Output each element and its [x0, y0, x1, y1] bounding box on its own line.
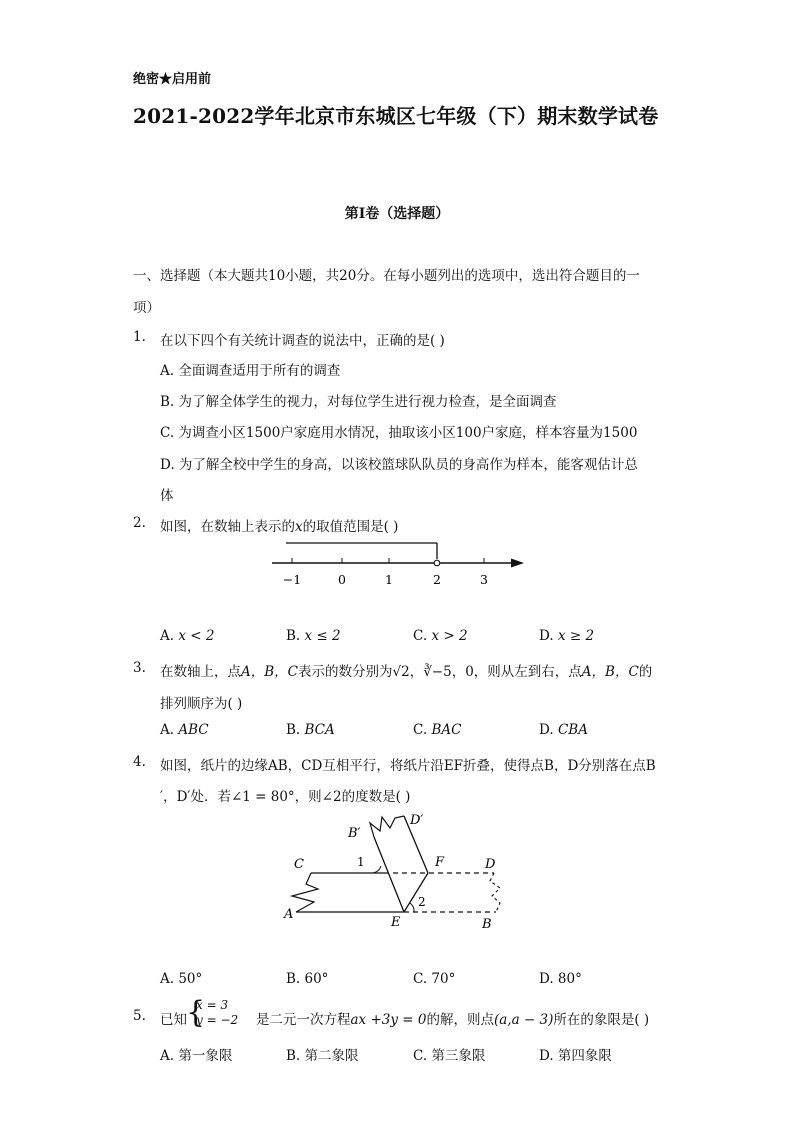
stem-text: 的解，则点 [426, 1012, 494, 1028]
option-letter: A. [160, 628, 175, 644]
option-math: ABC [178, 722, 209, 738]
label-d: D [485, 857, 496, 872]
question-stem [256, 1008, 649, 1028]
question-stem [160, 515, 398, 535]
variable: A，B，C [581, 664, 639, 680]
option-math: BCA [304, 722, 335, 738]
option-d: D. 为了解全校中学生的身高，以该校篮球队队员的身高作为样本，能客观估计总 [160, 457, 638, 473]
option-d: D. 80° [539, 971, 582, 987]
option-a: A. 全面调查适用于所有的调查 [160, 363, 341, 379]
question-number: 2. [133, 515, 146, 531]
label-a: A [284, 907, 294, 922]
stem-text: ，则从左到右，点 [473, 664, 582, 680]
option-math: CBA [557, 722, 588, 738]
axis-label: 1 [385, 572, 393, 587]
question-stem-continued: ′，D′处．若∠1 = 80°，则∠2的度数是( ) [160, 789, 411, 805]
paper-left-zigzag [292, 873, 318, 912]
axis-arrow [511, 559, 524, 568]
equation: ax +3y = 0 [350, 1012, 427, 1028]
option-c: C. 第三象限 [413, 1048, 486, 1064]
option-math: BAC [431, 722, 462, 738]
question-stem: 在以下四个有关统计调查的说法中，正确的是( ) [160, 333, 445, 349]
paper-right-zigzag [490, 873, 500, 912]
axis-label: 2 [433, 572, 441, 587]
label-c: C [294, 857, 304, 872]
option-letter: B. [286, 722, 301, 738]
option-a [160, 628, 214, 644]
angle-2-arc [410, 903, 414, 912]
option-a: A. 第一象限 [160, 1048, 233, 1064]
question-number: 4. [133, 754, 146, 770]
option-b: B. 60° [286, 971, 329, 987]
option-letter: C. [413, 628, 428, 644]
stem-text: 所在的象限是( ) [553, 1012, 650, 1028]
option-letter: D. [539, 722, 554, 738]
system-equation-1: x = 3 [196, 998, 229, 1012]
option-a [160, 722, 209, 738]
option-letter: B. [286, 628, 301, 644]
label-b-prime: B′ [348, 826, 361, 841]
option-b [286, 722, 335, 738]
question-number: 1. [133, 329, 146, 345]
label-f: F [435, 855, 445, 870]
system-brace: { [186, 995, 206, 1030]
volume-heading: 第I卷（选择题） [344, 206, 450, 222]
variable: A，B，C [241, 664, 298, 680]
stem-text: 的 [638, 664, 653, 680]
secret-label: 绝密★启用前 [133, 72, 212, 87]
question-number: 3. [133, 660, 146, 676]
label-b: B [482, 917, 492, 932]
option-b: B. 第二象限 [286, 1048, 359, 1064]
option-math: x < 2 [178, 628, 215, 644]
section-instructions-line1: 一、选择题（本大题共10小题，共20分。在每小题列出的选项中，选出符合题目的一 [133, 268, 640, 284]
label-d-prime: D′ [410, 813, 424, 828]
option-math: x > 2 [431, 628, 468, 644]
folding-figure [278, 804, 528, 936]
angle-1-arc [373, 866, 381, 873]
question-stem-pre: 已知 [160, 1012, 187, 1028]
math-values: √2，∛−5，0 [392, 664, 474, 680]
number-line-figure [262, 536, 532, 592]
option-letter: A. [160, 722, 175, 738]
option-d [539, 628, 594, 644]
variable: x [295, 519, 303, 535]
point: (a,a − 3) [493, 1012, 554, 1028]
flap-zigzag [370, 816, 404, 837]
stem-text: 在数轴上，点 [160, 664, 241, 680]
page-title: 2021-2022学年北京市东城区七年级（下）期末数学试卷 [133, 104, 659, 128]
option-c [413, 628, 468, 644]
stem-text: 是二元一次方程 [256, 1012, 351, 1028]
option-math: x ≤ 2 [304, 628, 341, 644]
axis-label: 3 [480, 572, 488, 587]
option-d-continued: 体 [160, 488, 174, 504]
question-number: 5. [133, 1008, 146, 1024]
flap-edge-eb [374, 837, 404, 912]
option-d: D. 第四象限 [539, 1048, 612, 1064]
question-stem-continued: 排列顺序为( ) [160, 696, 243, 712]
option-b [286, 628, 341, 644]
option-d [539, 722, 588, 738]
system-equation-2: y = −2 [196, 1013, 239, 1027]
axis-label: −1 [282, 572, 302, 587]
option-c: C. 70° [413, 971, 456, 987]
option-letter: D. [539, 628, 554, 644]
option-c [413, 722, 461, 738]
option-math: x ≥ 2 [557, 628, 595, 644]
option-b: B. 为了解全体学生的视力，对每位学生进行视力检查，是全面调查 [160, 394, 557, 410]
option-letter: C. [413, 722, 428, 738]
axis-label: 0 [338, 572, 346, 587]
question-stem [160, 660, 652, 680]
stem-text: 的取值范围是( ) [302, 519, 399, 535]
option-c: C. 为调查小区1500户家庭用水情况，抽取该小区100户家庭，样本容量为1500 [160, 425, 638, 441]
label-angle-2: 2 [418, 895, 426, 909]
stem-text: 表示的数分别为 [298, 664, 393, 680]
section-instructions-line2: 项） [133, 300, 160, 316]
option-a: A. 50° [160, 971, 203, 987]
question-stem: 如图，纸片的边缘AB，CD互相平行，将纸片沿EF折叠，使得点B，D分别落在点B [160, 758, 656, 774]
open-endpoint [434, 560, 440, 566]
label-angle-1: 1 [357, 855, 365, 869]
label-e: E [391, 915, 401, 930]
stem-text: 如图，在数轴上表示的 [160, 519, 295, 535]
